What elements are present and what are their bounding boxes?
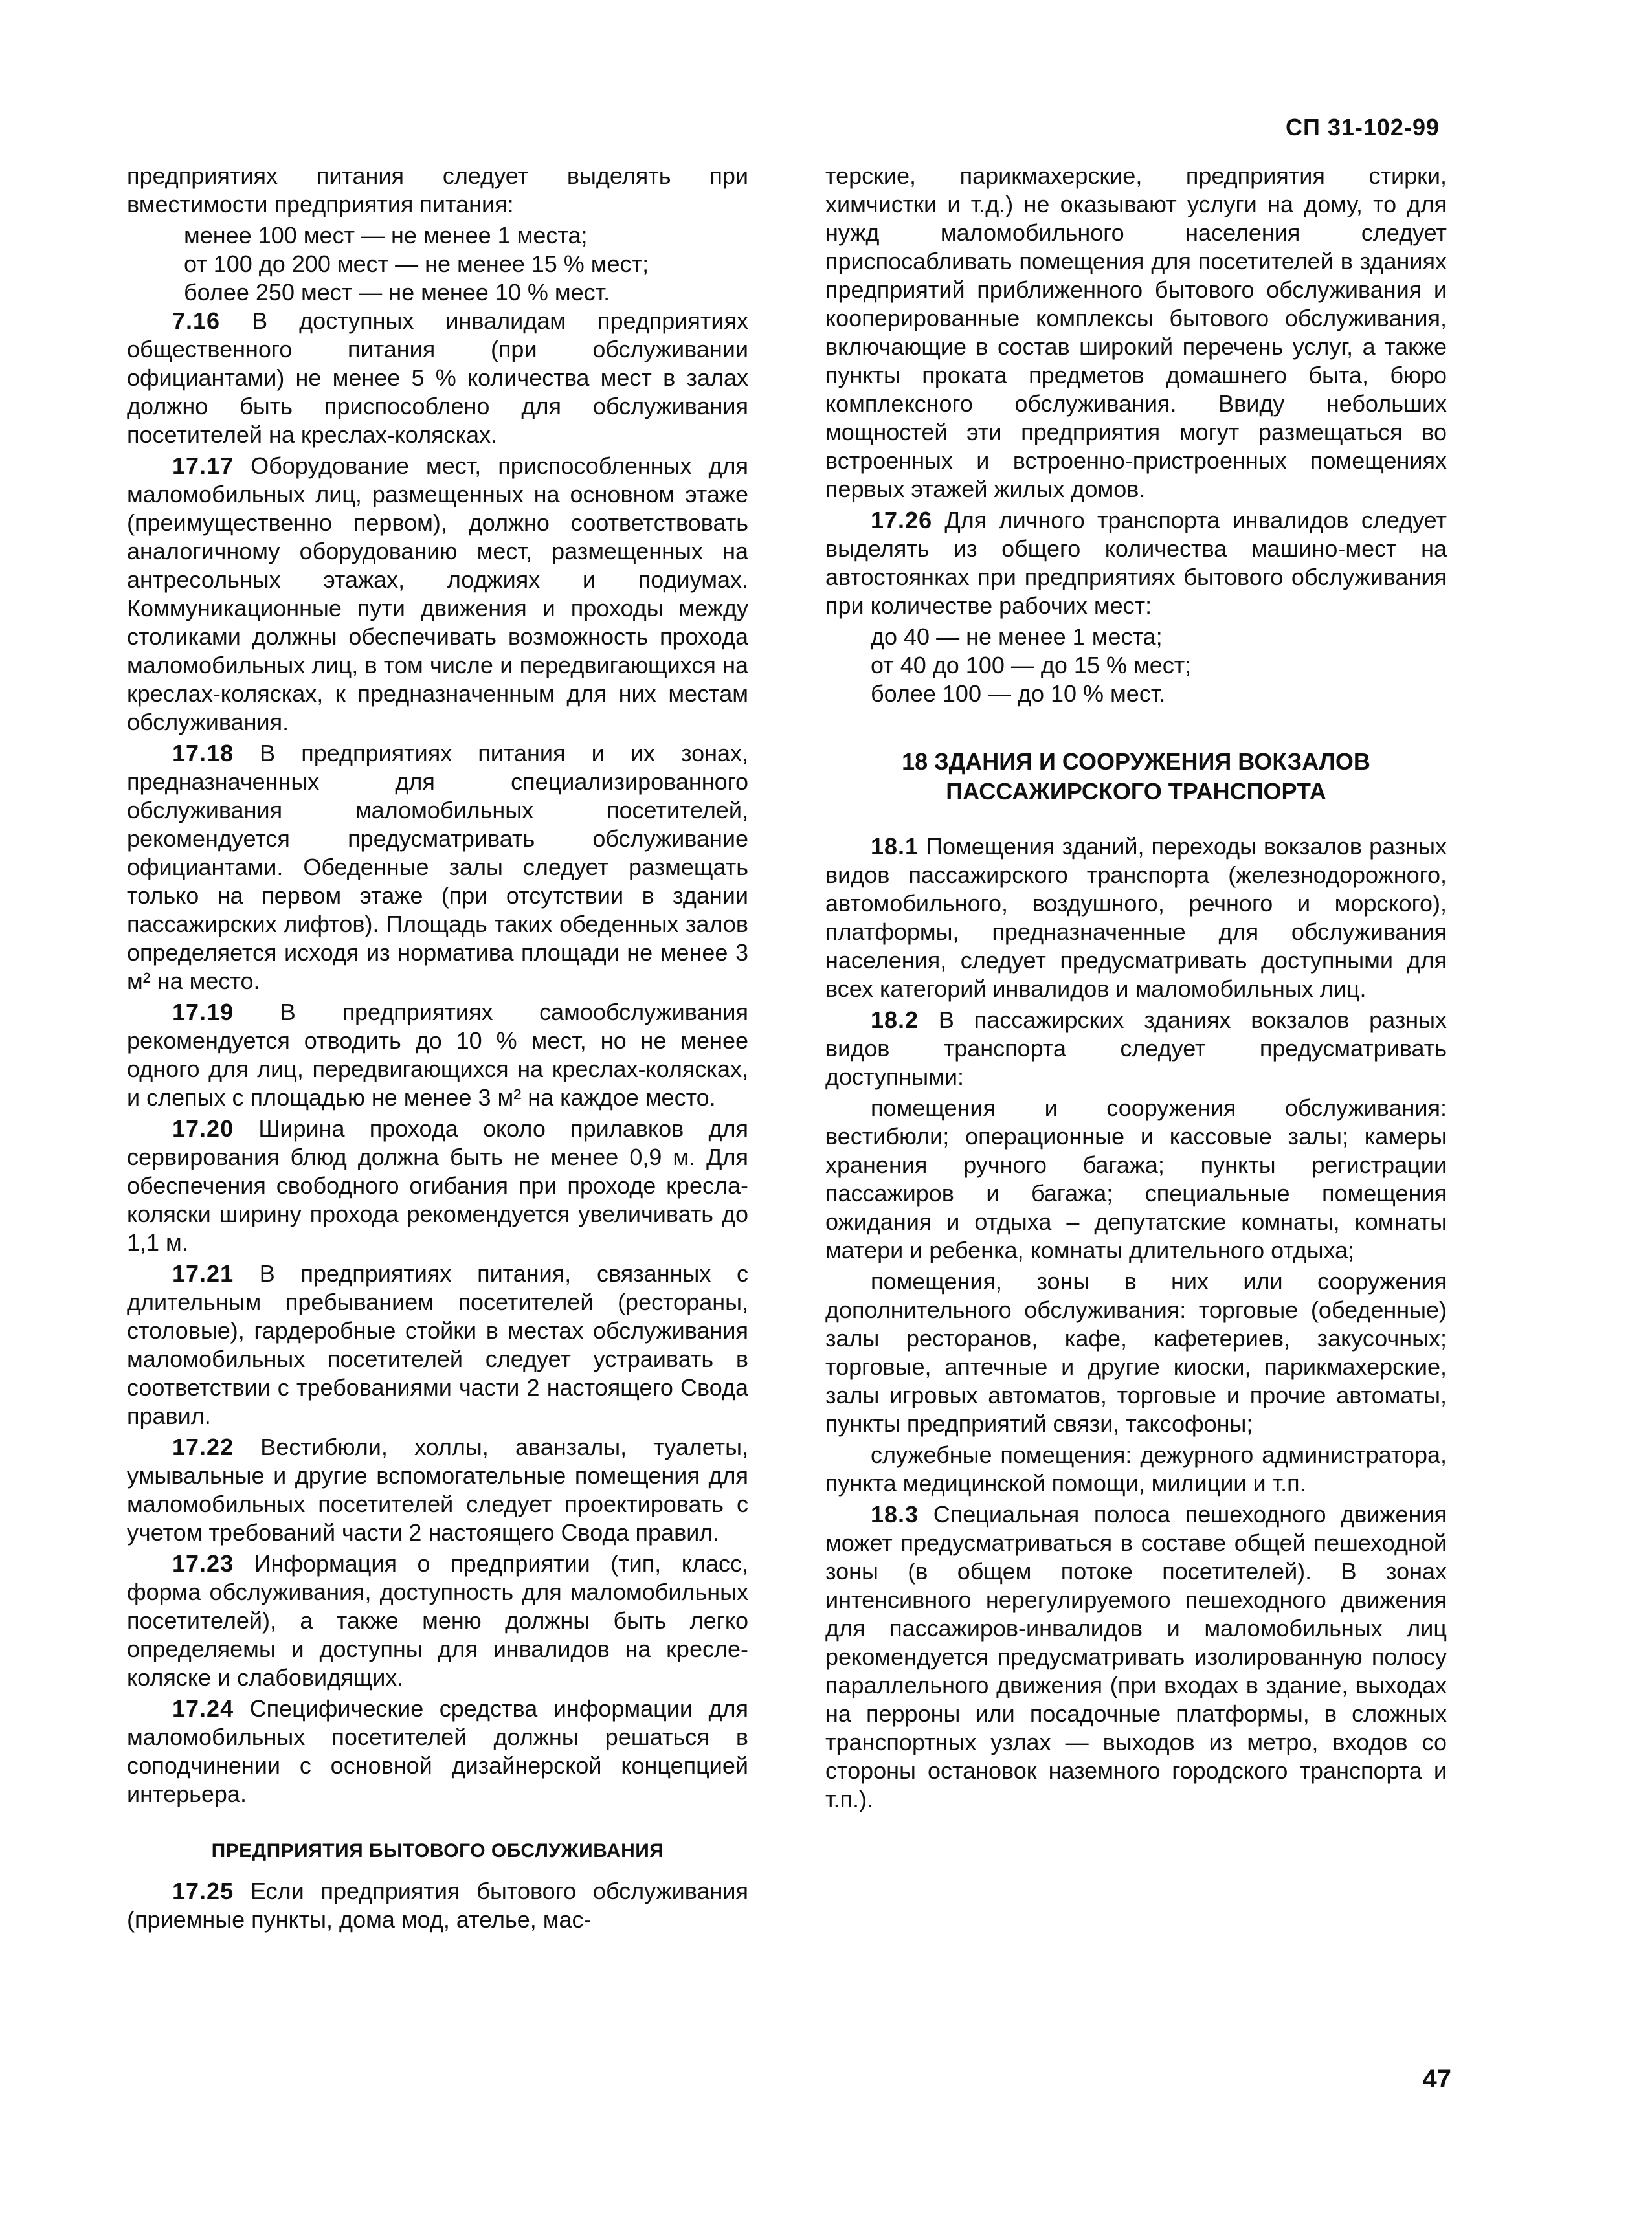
paragraph-17-21: [127, 1260, 748, 1430]
clause-number: 17.17: [172, 452, 234, 479]
clause-text: В доступных инвалидам предприятиях общественного питания (при обслуживании официантами) не менее 5 % количества мест в залах должно быть приспособлено для обслуживания посетителей на креслах-колясках.: [127, 307, 748, 448]
paragraph-18-3: [825, 1500, 1447, 1814]
section-title-line: 18 ЗДАНИЯ И СООРУЖЕНИЯ ВОКЗАЛОВ: [902, 748, 1370, 775]
list-item: менее 100 мест — не менее 1 места;: [184, 222, 588, 249]
doc-code-header: СП 31-102-99: [1285, 114, 1440, 140]
clause-text: Для личного транспорта инвалидов следует выделять из общего количества машино-мест на автостоянках при предприятиях бытового обслуживания при количестве рабочих мест:: [825, 507, 1447, 619]
clause-number: 17.26: [871, 507, 933, 533]
right-column: [825, 162, 1447, 1816]
paragraph-7-16: [127, 307, 748, 449]
clause-text: В предприятиях самообслуживания рекомендуется отводить до 10 % мест, но не менее одного для лиц, передвигающихся на креслах-колясках, и слепых с площадью не менее 3 м² на каждое место.: [127, 999, 748, 1111]
paragraph-continuation: терские, парикмахерские, предприятия стирки, химчистки и т.д.) не оказывают услуги на дому, то для нужд маломобильного населения следует приспосабливать помещения для посетителей в зданиях предприятий приближенного бытового обслуживания и кооперированные комплексы бытового обслуживания, включающие в состав широкий перечень услуг, а также пункты проката предметов домашнего быта, бюро комплексного обслуживания. Ввиду небольших мощностей эти предприятия могут размещаться во встроенных и встроенно-пристроенных помещениях первых этажей жилых домов.: [825, 162, 1447, 502]
clause-text: Вестибюли, холлы, аванзалы, туалеты, умывальные и другие вспомогательные помещения для маломобильных посетителей следует проектировать с учетом требований части 2 настоящего Свода правил.: [127, 1434, 748, 1546]
clause-text: Специфические средства информации для маломобильных посетителей должны решаться в соподчинении с основной дизайнерской концепцией интерьера.: [127, 1695, 748, 1807]
list-item: до 40 — не менее 1 места;: [871, 623, 1163, 650]
paragraph-17-23: [127, 1550, 748, 1692]
clause-text: Если предприятия бытового обслуживания (приемные пункты, дома мод, ателье, мас-: [127, 1878, 748, 1933]
clause-text: В предприятиях питания, связанных с длительным пребыванием посетителей (рестораны, столовые), гардеробные стойки в местах обслуживания маломобильных посетителей следует устраивать в соответствии с требованиями части 2 настоящего Свода правил.: [127, 1260, 748, 1429]
section-title-18: [825, 747, 1447, 807]
clause-number: 17.19: [172, 999, 234, 1025]
clause-text: Помещения зданий, переходы вокзалов разных видов пассажирского транспорта (железнодорожного, автомобильного, воздушного, речного и морского), платформы, предназначенные для обслуживания населения, следует предусматривать доступными для всех категорий инвалидов и маломобильных лиц.: [825, 833, 1447, 1002]
left-column: [127, 162, 748, 1937]
clause-number: 17.24: [172, 1695, 234, 1722]
clause-number: 18.2: [871, 1007, 919, 1033]
paragraph-17-25: [127, 1877, 748, 1934]
clause-text: Ширина прохода около прилавков для сервирования блюд должна быть не менее 0,9 м. Для обеспечения свободного огибания при проходе кресла-коляски ширину прохода рекомендуется увеличивать до 1,1 м.: [127, 1115, 748, 1256]
clause-text: Оборудование мест, приспособленных для маломобильных лиц, размещенных на основном этаже (преимущественно первом), должно соответствовать аналогичному оборудованию мест, размещенных на антресольных этажах, лоджиях и подиумах. Коммуникационные пути движения и проходы между столиками должны обеспечивать возможность прохода маломобильных лиц, в том числе и передвигающихся на креслах-колясках, к предназначенным для них местам обслуживания.: [127, 452, 748, 735]
clause-number: 18.3: [871, 1501, 919, 1528]
clause-number: 17.25: [172, 1878, 234, 1904]
section-title-line: ПАССАЖИРСКОГО ТРАНСПОРТА: [946, 778, 1326, 805]
list-item: служебные помещения: дежурного администратора, пункта медицинской помощи, милиции и т.п.: [825, 1441, 1447, 1497]
paragraph-17-20: [127, 1115, 748, 1257]
list-item: от 100 до 200 мест — не менее 15 % мест;: [184, 250, 649, 277]
list-item: более 250 мест — не менее 10 % мест.: [184, 279, 610, 306]
list-item: от 40 до 100 — до 15 % мест;: [871, 652, 1192, 678]
clause-number: 18.1: [871, 833, 919, 860]
subheading-consumer-services: ПРЕДПРИЯТИЯ БЫТОВОГО ОБСЛУЖИВАНИЯ: [211, 1840, 664, 1862]
clause-text: Специальная полоса пешеходного движения может предусматриваться в составе общей пешеходной зоны (в общем потоке посетителей). В зонах интенсивного нерегулируемого пешеходного движения для пассажиров-инвалидов и маломобильных лиц рекомендуется предусматривать изолированную полосу параллельного движения (при входах в здание, выходах на перроны или посадочные платформы, в сложных транспортных узлах — выходов из метро, входов со стороны остановок наземного городского транспорта и т.п.).: [825, 1501, 1447, 1812]
clause-number: 17.23: [172, 1550, 234, 1577]
paragraph-18-2: [825, 1006, 1447, 1091]
clause-number: 17.21: [172, 1260, 234, 1287]
paragraph-18-1: [825, 832, 1447, 1003]
list-item: помещения и сооружения обслуживания: вестибюли; операционные и кассовые залы; камеры хранения ручного багажа; пункты регистрации пассажиров и багажа; специальные помещения ожидания и отдыха – депутатские комнаты, комнаты матери и ребенка, комнаты длительного отдыха;: [825, 1095, 1447, 1263]
paragraph-intro: предприятиях питания следует выделять при вместимости предприятия питания:: [127, 162, 748, 217]
clause-number: 7.16: [172, 307, 221, 334]
paragraph-17-22: [127, 1433, 748, 1547]
clause-text: В пассажирских зданиях вокзалов разных видов транспорта следует предусматривать доступными:: [825, 1007, 1447, 1090]
list-item: помещения, зоны в них или сооружения дополнительного обслуживания: торговые (обеденные) залы ресторанов, кафе, кафетериев, закусочных; торговые, аптечные и другие киоски, парикмахерские, залы игровых автоматов, торговые и прочие автоматы, пункты предприятий связи, таксофоны;: [825, 1268, 1447, 1437]
clause-number: 17.18: [172, 740, 234, 766]
clause-text: Информация о предприятии (тип, класс, форма обслуживания, доступность для маломобильных посетителей), а также меню должны быть легко определяемы и доступны для инвалидов на кресле-коляске и слабовидящих.: [127, 1550, 748, 1691]
paragraph-17-24: [127, 1695, 748, 1809]
list-item: более 100 — до 10 % мест.: [871, 680, 1166, 707]
paragraph-17-26: [825, 506, 1447, 620]
paragraph-17-19: [127, 998, 748, 1112]
clause-text: В предприятиях питания и их зонах, предназначенных для специализированного обслуживания маломобильных посетителей, рекомендуется предусматривать обслуживание официантами. Обеденные залы следует размещать только на первом этаже (при отсутствии в здании пассажирских лифтов). Площадь таких обеденных залов определяется исходя из норматива площади не менее 3 м² на место.: [127, 740, 748, 994]
page-number: 47: [1422, 2065, 1451, 2093]
clause-number: 17.22: [172, 1434, 234, 1460]
paragraph-17-18: [127, 739, 748, 996]
clause-number: 17.20: [172, 1115, 234, 1142]
paragraph-17-17: [127, 452, 748, 737]
